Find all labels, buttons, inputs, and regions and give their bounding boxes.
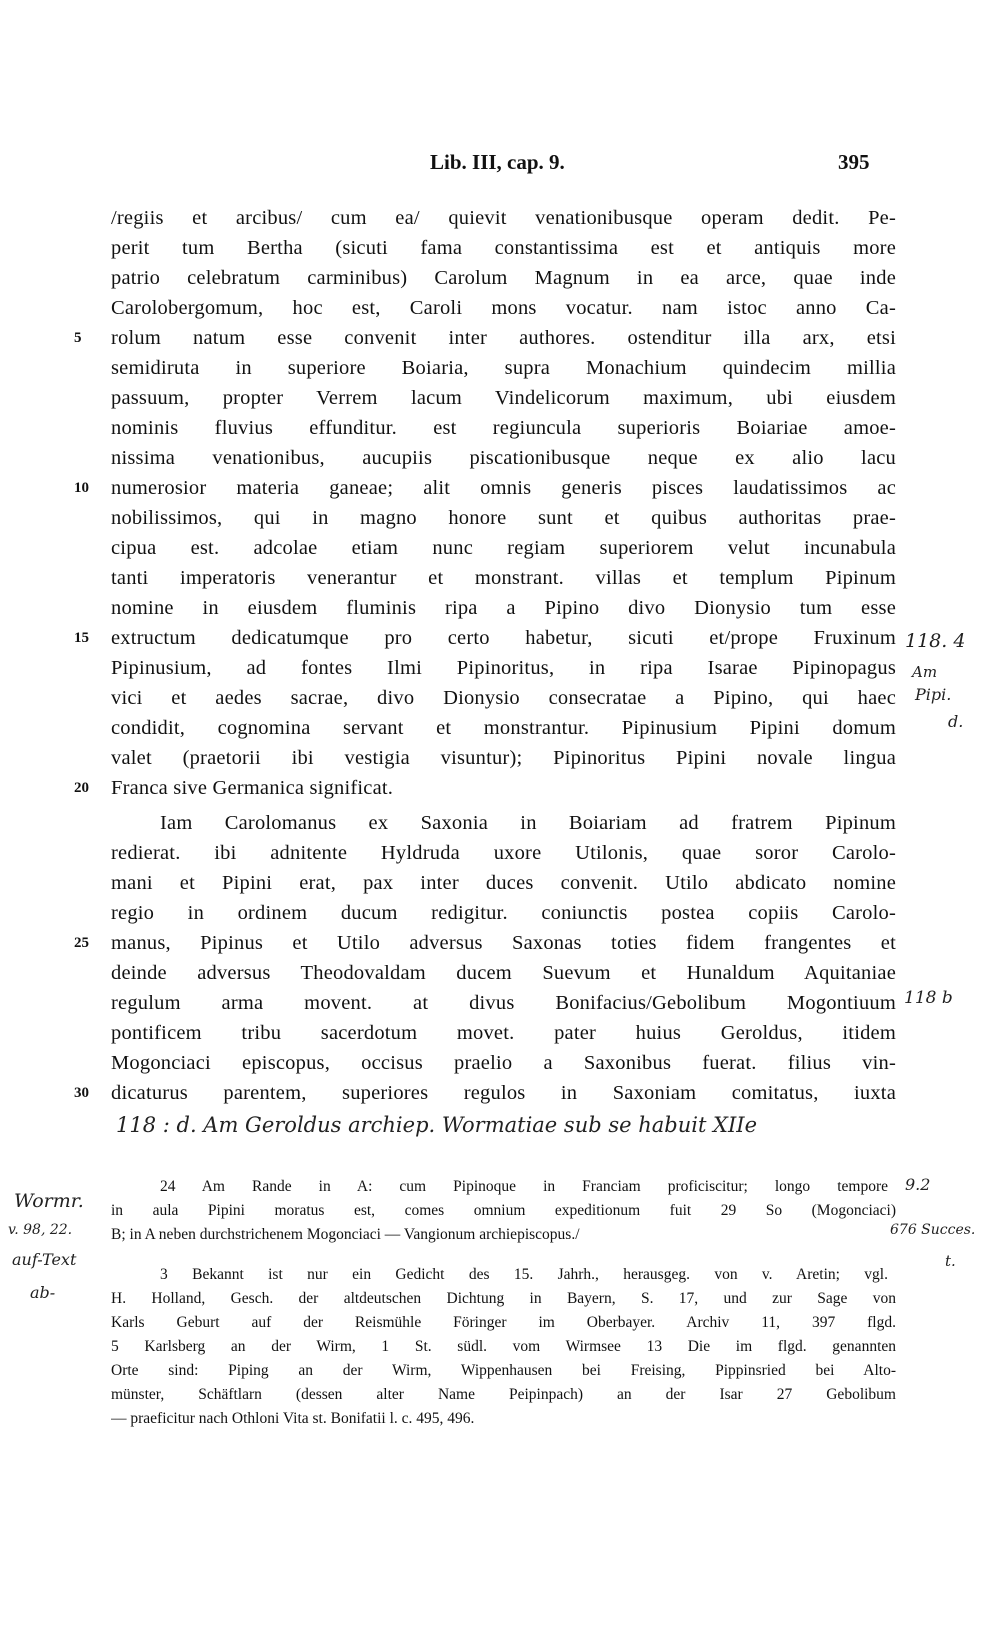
text-line: deinde adversus Theodovaldam ducem Suevum et Hunaldum Aquitaniae	[111, 962, 896, 984]
text-line: passuum, propter Verrem lacum Vindelicorum maximum, ubi eiusdem	[111, 387, 896, 409]
text-line: Pipinusium, ad fontes Ilmi Pipinoritus, in ripa Isarae Pipinopagus	[111, 657, 896, 679]
text-line: regulum arma movent. at divus Bonifacius/Gebolibum Mogontiuum	[111, 992, 896, 1014]
text-line: tanti imperatoris venerantur et monstrant. villas et templum Pipinum	[111, 567, 896, 589]
text-line: nomine in eiusdem fluminis ripa a Pipino divo Dionysio tum esse	[111, 597, 896, 619]
footnote-line: münster, Schäftlarn (dessen alter Name Peipinpach) an der Isar 27 Gebolibum	[111, 1386, 896, 1403]
footnote-line: 5 Karlsberg an der Wirm, 1 St. südl. vom Wirmsee 13 Die im flgd. genannten	[111, 1338, 896, 1355]
running-title: Lib. III, cap. 9.	[430, 150, 565, 174]
text-line: redierat. ibi adnitente Hyldruda uxore Utilonis, quae soror Carolo-	[111, 842, 896, 864]
text-line: rolum natum esse convenit inter authores. ostenditur illa arx, etsi	[111, 327, 896, 349]
text-line: numerosior materia ganeae; alit omnis generis pisces laudatissimos ac	[111, 477, 896, 499]
text-line: dicaturus parentem, superiores regulos in Saxoniam comitatus, iuxta	[111, 1082, 896, 1104]
margin-note: 9.2	[905, 1175, 931, 1194]
text-line: perit tum Bertha (sicuti fama constantissima est et antiquis more	[111, 237, 896, 259]
text-line: condidit, cognomina servant et monstrantur. Pipinusium Pipini domum	[111, 717, 896, 739]
text-line: nissima venationibus, aucupiis piscationibusque neque ex alio lacu	[111, 447, 896, 469]
margin-note: Am	[912, 663, 938, 681]
line-number: 25	[74, 935, 89, 951]
page-header	[0, 150, 1000, 180]
margin-note: Wormr.	[14, 1190, 84, 1212]
text-line: Franca sive Germanica significat.	[111, 777, 394, 799]
text-line: Mogonciaci episcopus, occisus praelio a Saxonibus fuerat. filius vin-	[111, 1052, 896, 1074]
text-line: vici et aedes sacrae, divo Dionysio consecratae a Pipino, qui haec	[111, 687, 896, 709]
text-line: mani et Pipini erat, pax inter duces convenit. Utilo abdicato nomine	[111, 872, 896, 894]
margin-note: d.	[948, 712, 964, 731]
text-line: cipua est. adcolae etiam nunc regiam superiorem velut incunabula	[111, 537, 896, 559]
text-line: Iam Carolomanus ex Saxonia in Boiariam ad fratrem Pipinum	[160, 812, 896, 834]
footnote-line: Karls Geburt auf der Reismühle Föringer im Oberbayer. Archiv 11, 397 flgd.	[111, 1314, 896, 1331]
footnote-line: B; in A neben durchstrichenem Mogonciaci — Vangionum archiepiscopus./	[111, 1226, 580, 1243]
line-number: 10	[74, 480, 89, 496]
line-number: 20	[74, 780, 89, 796]
text-line: nominis fluvius effunditur. est regiuncula superioris Boiariae amoe-	[111, 417, 896, 439]
footnote-line: 24 Am Rande in A: cum Pipinoque in Franciam proficiscitur; longo tempore	[160, 1178, 888, 1195]
footnote-line: H. Holland, Gesch. der altdeutschen Dichtung in Bayern, S. 17, und zur Sage von	[111, 1290, 896, 1307]
text-line: manus, Pipinus et Utilo adversus Saxonas toties fidem frangentes et	[111, 932, 896, 954]
text-line: patrio celebratum carminibus) Carolum Magnum in ea arce, quae inde	[111, 267, 896, 289]
text-line: semidiruta in superiore Boiaria, supra Monachium quindecim millia	[111, 357, 896, 379]
margin-note: Pipi.	[915, 685, 952, 704]
text-line: valet (praetorii ibi vestigia visuntur); Pipinoritus Pipini novale lingua	[111, 747, 896, 769]
footnote-line: in aula Pipini moratus est, comes omnium expeditionum fuit 29 So (Mogonciaci)	[111, 1202, 896, 1219]
margin-note: ab-	[30, 1283, 56, 1302]
footnote-line: 3 Bekannt ist nur ein Gedicht des 15. Jahrh., herausgeg. von v. Aretin; vgl.	[160, 1266, 888, 1283]
text-line: Carolobergomum, hoc est, Caroli mons vocatur. nam istoc anno Ca-	[111, 297, 896, 319]
margin-note: auf-Text	[12, 1250, 77, 1269]
margin-note: v. 98, 22.	[8, 1222, 73, 1238]
text-line: /regiis et arcibus/ cum ea/ quievit venationibusque operam dedit. Pe-	[111, 207, 896, 229]
margin-note: 676 Succes.	[890, 1222, 976, 1238]
text-line: regio in ordinem ducum redigitur. coniunctis postea copiis Carolo-	[111, 902, 896, 924]
footnote-line: — praeficitur nach Othloni Vita st. Bonifatii l. c. 495, 496.	[111, 1410, 475, 1427]
margin-note: t.	[945, 1252, 956, 1270]
line-number: 15	[74, 630, 89, 646]
margin-note: 118 b	[904, 988, 953, 1008]
line-number: 5	[74, 330, 82, 346]
line-number: 30	[74, 1085, 89, 1101]
footnote-line: Orte sind: Piping an der Wirm, Wippenhausen bei Freising, Pippinsried bei Alto-	[111, 1362, 896, 1379]
text-line: pontificem tribu sacerdotum movet. pater huius Geroldus, itidem	[111, 1022, 896, 1044]
text-line: nobilissimos, qui in magno honore sunt et quibus authoritas prae-	[111, 507, 896, 529]
text-line: extructum dedicatumque pro certo habetur, sicuti et/prope Fruxinum	[111, 627, 896, 649]
margin-note: 118. 4	[905, 630, 966, 652]
page-number: 395	[838, 150, 870, 174]
handwritten-annotation: 118 : d. Am Geroldus archiep. Wormatiae sub se habuit XIIe	[116, 1113, 758, 1137]
